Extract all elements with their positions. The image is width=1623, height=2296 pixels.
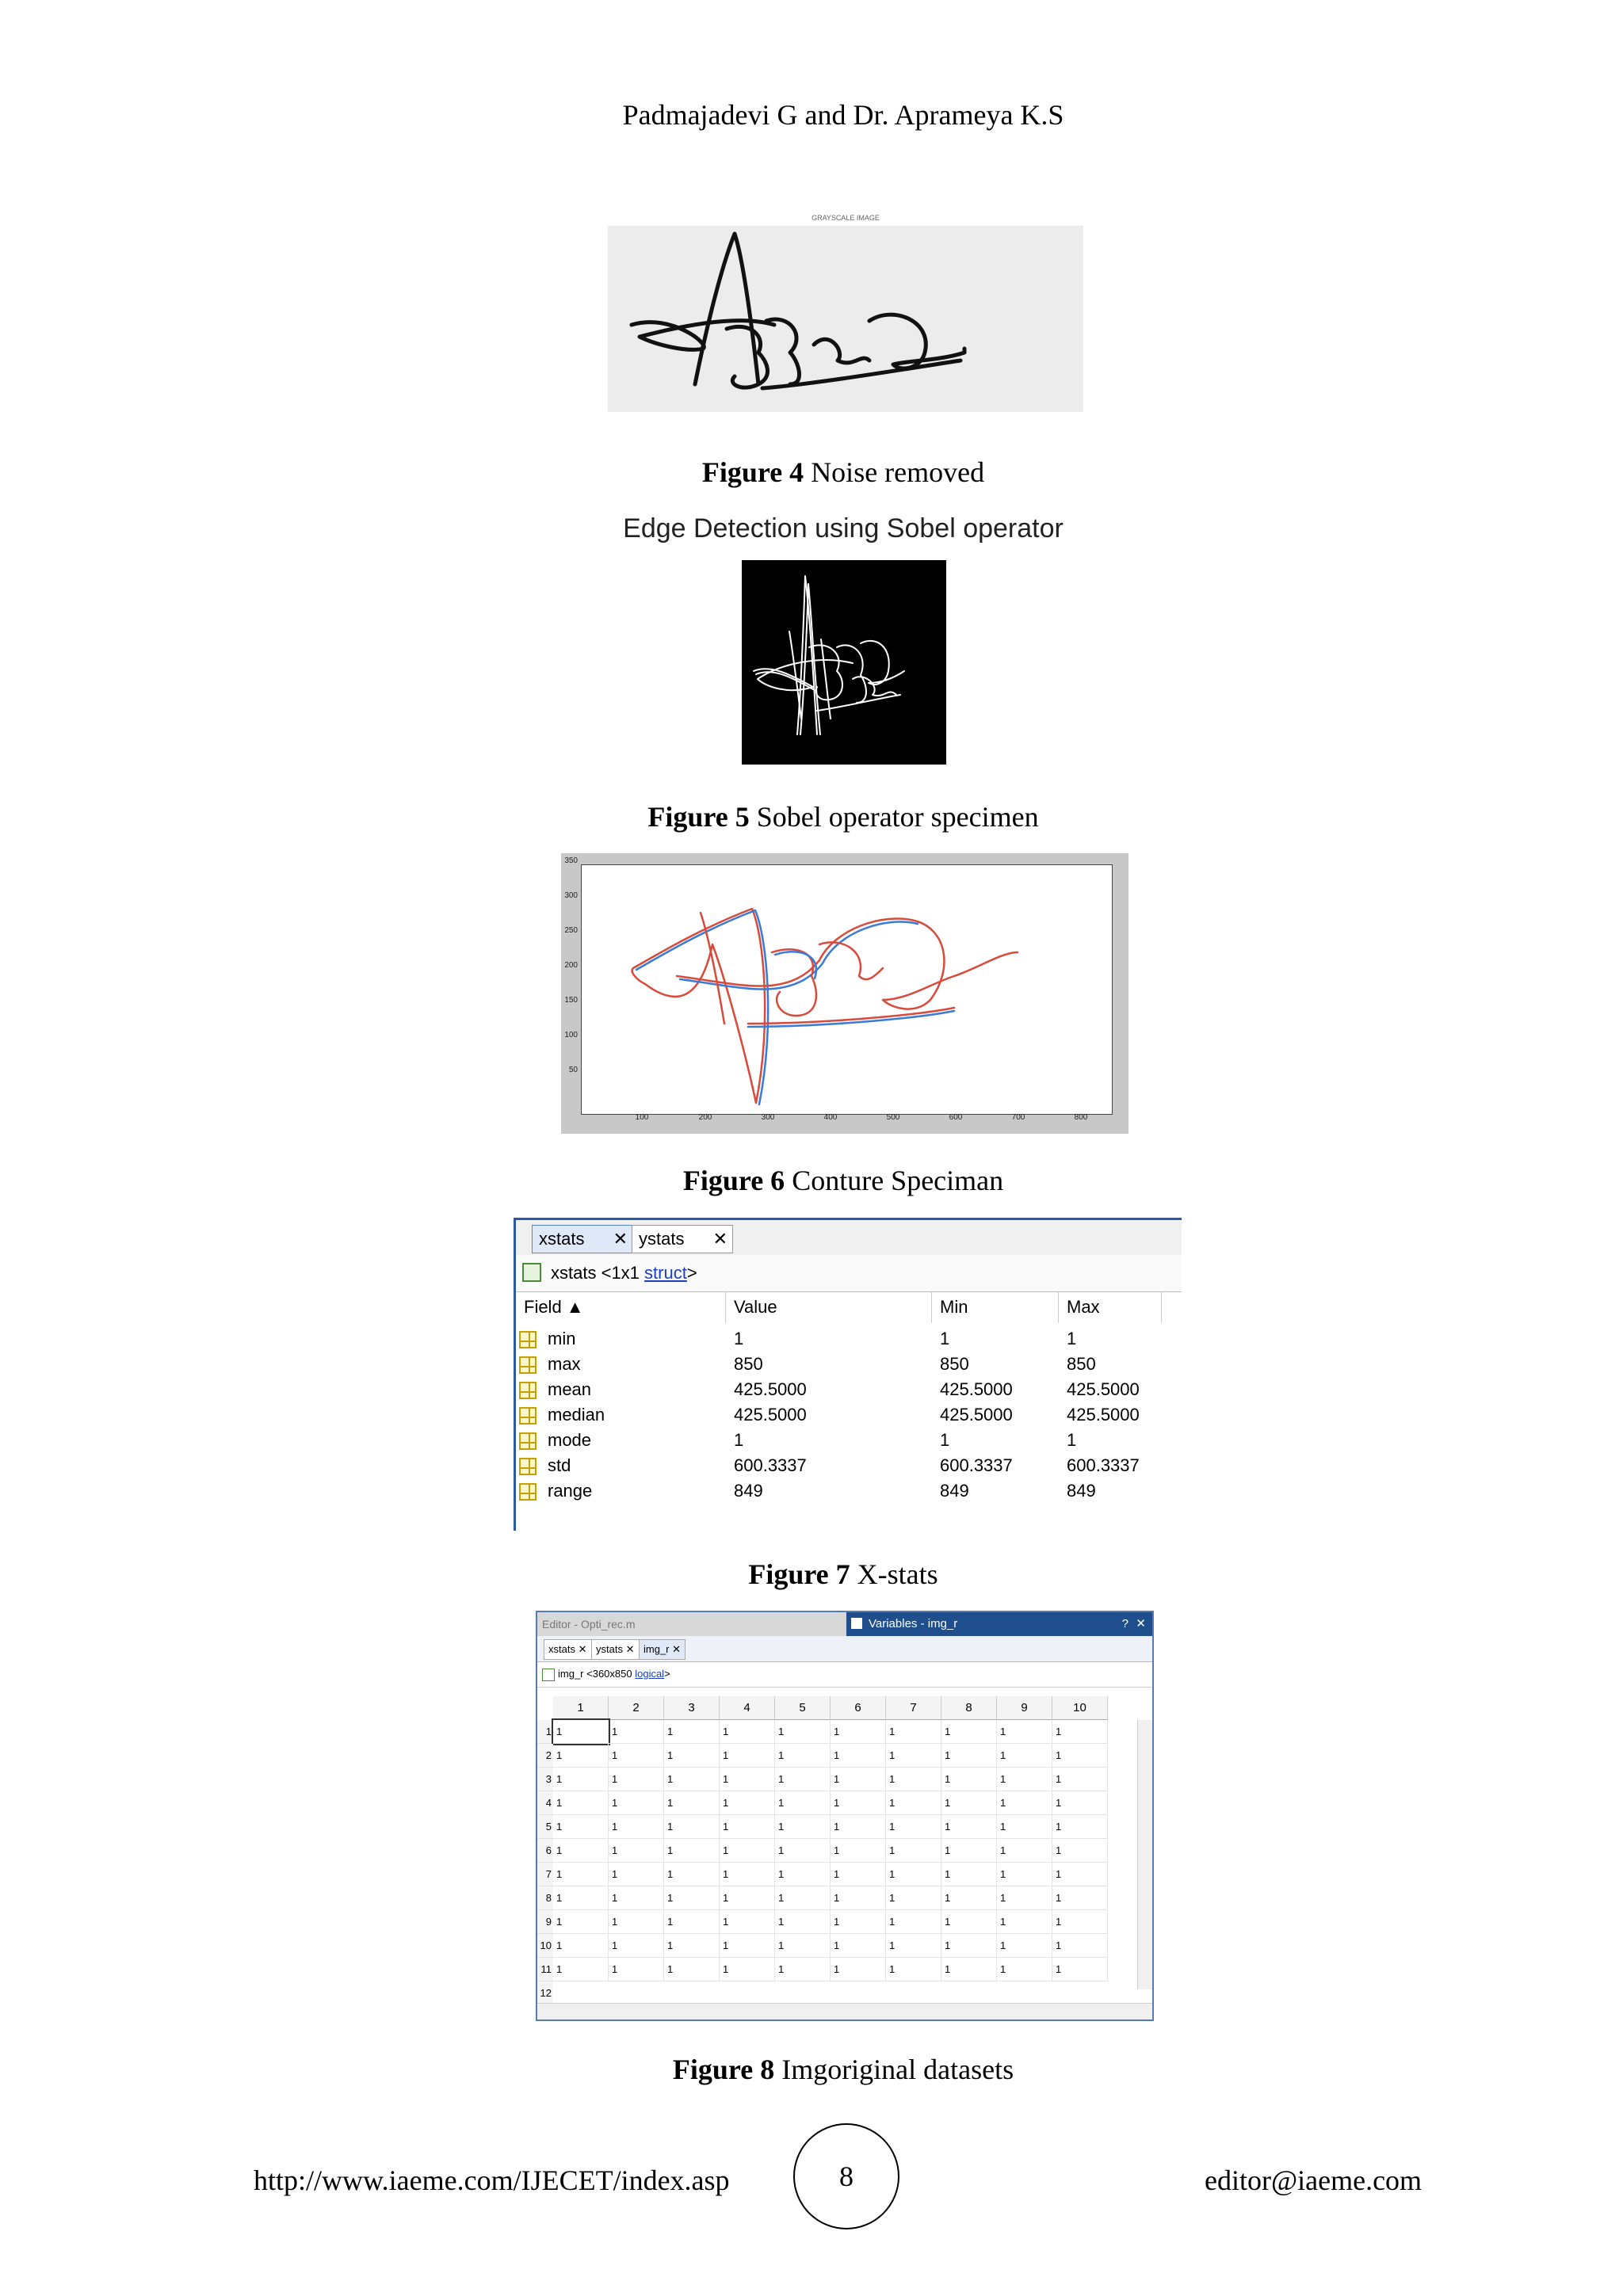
grid-cell[interactable]: 1 [831, 1886, 886, 1910]
field-icon [519, 1356, 537, 1374]
vertical-scrollbar[interactable] [1137, 1720, 1152, 1989]
grid-cell[interactable]: 1 [775, 1910, 831, 1934]
grid-cell[interactable]: 1 [664, 1768, 720, 1791]
grid-cell[interactable]: 1 [886, 1744, 941, 1768]
grid-column-header[interactable]: 10 [1052, 1696, 1108, 1720]
table-row[interactable] [516, 1402, 1182, 1428]
grid-row-header[interactable]: 6 [537, 1839, 553, 1863]
variable-info [551, 1260, 697, 1287]
tab-xstats-label: xstats [539, 1229, 585, 1249]
field-min: 850 [940, 1354, 969, 1374]
field-max: 600.3337 [1067, 1455, 1140, 1475]
grid-cell[interactable]: 1 [664, 1934, 720, 1958]
field-icon [519, 1432, 537, 1450]
grid-cell[interactable]: 1 [1052, 1791, 1108, 1815]
grid-cell[interactable]: 1 [553, 1886, 609, 1910]
variable-tab-bar [537, 1636, 1152, 1662]
editor-tab[interactable]: Editor - Opti_rec.m [542, 1618, 636, 1630]
grid-cell[interactable]: 1 [1052, 1815, 1108, 1839]
x-tick-200: 200 [698, 1113, 712, 1122]
grid-cell[interactable]: 1 [1052, 1886, 1108, 1910]
grid-cell[interactable]: 1 [1052, 1863, 1108, 1886]
y-tick-100: 100 [564, 1031, 578, 1039]
grid-cell[interactable]: 1 [553, 1720, 609, 1744]
x-tick-600: 600 [949, 1113, 963, 1122]
grid-cell[interactable]: 1 [609, 1839, 664, 1863]
grid-row-header[interactable]: 5 [537, 1815, 553, 1839]
grid-column-header[interactable]: 3 [664, 1696, 720, 1720]
grid-cell[interactable]: 1 [941, 1815, 997, 1839]
help-icon[interactable]: ? [1121, 1617, 1128, 1630]
table-row[interactable] [516, 1326, 1182, 1352]
x-tick-500: 500 [886, 1113, 900, 1122]
field-name: mean [548, 1379, 592, 1399]
field-min: 425.5000 [940, 1379, 1013, 1399]
column-header-min[interactable]: Min [932, 1291, 1059, 1323]
grid-cell[interactable]: 1 [775, 1791, 831, 1815]
close-icon[interactable]: ✕ [1136, 1617, 1146, 1630]
grid-column-header[interactable]: 8 [941, 1696, 997, 1720]
tab-ystats[interactable] [632, 1225, 733, 1253]
grid-cell[interactable]: 1 [886, 1839, 941, 1863]
grid-cell[interactable]: 1 [553, 1839, 609, 1863]
x-tick-700: 700 [1011, 1113, 1025, 1122]
grid-cell[interactable]: 1 [997, 1720, 1052, 1744]
grid-column-header[interactable]: 7 [886, 1696, 941, 1720]
grid-cell[interactable]: 1 [1052, 1744, 1108, 1768]
close-icon[interactable]: ✕ [712, 1229, 727, 1249]
grid-cell[interactable]: 1 [886, 1720, 941, 1744]
x-tick-300: 300 [761, 1113, 775, 1122]
grid-cell[interactable]: 1 [664, 1744, 720, 1768]
grid-row-header[interactable]: 12 [537, 1981, 553, 2005]
grid-cell[interactable]: 1 [609, 1863, 664, 1886]
grid-cell[interactable]: 1 [1052, 1768, 1108, 1791]
grid-cell[interactable]: 1 [720, 1863, 775, 1886]
grid-cell[interactable]: 1 [664, 1886, 720, 1910]
field-icon [519, 1407, 537, 1425]
logical-link[interactable]: logical [635, 1668, 665, 1680]
tab-ystats-label: ystats [639, 1229, 685, 1249]
figure4-image-title: GRAYSCALE IMAGE [812, 214, 880, 222]
table-row[interactable] [516, 1428, 1182, 1453]
grid-cell[interactable]: 1 [609, 1910, 664, 1934]
grid-cell[interactable]: 1 [775, 1886, 831, 1910]
grid-row-header[interactable]: 1 [537, 1720, 553, 1744]
figure6-label: Figure 6 [682, 1165, 785, 1196]
grid-cell[interactable]: 1 [664, 1839, 720, 1863]
grid-row-header[interactable]: 3 [537, 1768, 553, 1791]
grid-cell[interactable]: 1 [609, 1958, 664, 1981]
y-tick-350: 350 [564, 856, 578, 865]
field-value: 850 [734, 1354, 763, 1374]
table-row[interactable] [516, 1478, 1182, 1504]
grid-cell[interactable]: 1 [664, 1910, 720, 1934]
field-min: 425.5000 [940, 1405, 1013, 1425]
table-row[interactable] [516, 1352, 1182, 1377]
grid-cell[interactable]: 1 [775, 1768, 831, 1791]
contour-plot-area [581, 864, 1113, 1115]
grid-cell[interactable]: 1 [886, 1886, 941, 1910]
grid-cell[interactable]: 1 [609, 1815, 664, 1839]
grid-cell[interactable]: 1 [664, 1720, 720, 1744]
grid-cell[interactable]: 1 [553, 1934, 609, 1958]
grid-cell[interactable]: 1 [775, 1839, 831, 1863]
grid-cell[interactable]: 1 [553, 1768, 609, 1791]
grid-cell[interactable]: 1 [553, 1910, 609, 1934]
field-value: 1 [734, 1430, 744, 1450]
variable-info-bar [516, 1255, 1182, 1292]
figure8-caption-text: Imgoriginal datasets [781, 2054, 1014, 2085]
tab-xstats-label: xstats [548, 1643, 575, 1655]
field-max: 1 [1067, 1430, 1077, 1450]
table-row[interactable] [516, 1377, 1182, 1402]
grid-cell[interactable]: 1 [720, 1910, 775, 1934]
grid-cell[interactable]: 1 [664, 1815, 720, 1839]
tab-xstats[interactable] [544, 1639, 592, 1660]
grid-cell[interactable]: 1 [775, 1720, 831, 1744]
field-name: range [548, 1481, 593, 1501]
grid-cell[interactable]: 1 [831, 1958, 886, 1981]
grid-cell[interactable]: 1 [720, 1791, 775, 1815]
grid-cell[interactable]: 1 [831, 1720, 886, 1744]
grid-row-header[interactable]: 10 [537, 1934, 553, 1958]
grid-cell[interactable]: 1 [664, 1791, 720, 1815]
variable-tab-bar [516, 1220, 1182, 1256]
field-value: 1 [734, 1329, 744, 1348]
running-header: Padmajadevi G and Dr. Aprameya K.S [622, 99, 1064, 131]
struct-link[interactable]: struct [644, 1263, 687, 1283]
grid-cell[interactable]: 1 [997, 1768, 1052, 1791]
figure8-label: Figure 8 [672, 2054, 775, 2085]
close-icon[interactable]: ✕ [613, 1229, 628, 1249]
grid-cell[interactable]: 1 [941, 1886, 997, 1910]
grid-cell[interactable]: 1 [941, 1863, 997, 1886]
grid-cell[interactable]: 1 [553, 1791, 609, 1815]
variable-info-bar [537, 1661, 1152, 1688]
figure6-caption [0, 1164, 1623, 1197]
grid-cell[interactable]: 1 [997, 1958, 1052, 1981]
grid-cell[interactable]: 1 [775, 1958, 831, 1981]
close-icon[interactable]: ✕ [578, 1643, 587, 1655]
tab-img-r[interactable] [639, 1639, 685, 1660]
variables-title-bar [846, 1612, 1152, 1636]
field-max: 425.5000 [1067, 1379, 1140, 1399]
figure5-image-title: Edge Detection using Sobel operator [623, 513, 1064, 543]
grid-cell[interactable]: 1 [886, 1791, 941, 1815]
grid-column-header[interactable]: 5 [775, 1696, 831, 1720]
grid-cell[interactable]: 1 [941, 1839, 997, 1863]
tab-ystats[interactable] [591, 1639, 640, 1660]
figure6-contour-plot [561, 853, 1128, 1134]
grid-cell[interactable]: 1 [609, 1934, 664, 1958]
contour-curves [582, 865, 1112, 1114]
grid-column-header[interactable]: 6 [831, 1696, 886, 1720]
grid-cell[interactable]: 1 [941, 1791, 997, 1815]
variables-icon [851, 1618, 862, 1629]
field-icon [519, 1382, 537, 1399]
grid-cell[interactable]: 1 [1052, 1934, 1108, 1958]
figure5-label: Figure 5 [647, 801, 750, 833]
grid-cell[interactable]: 1 [720, 1886, 775, 1910]
figure4-signature-image [608, 226, 1083, 412]
grid-column-header[interactable]: 1 [553, 1696, 609, 1720]
grid-cell[interactable]: 1 [831, 1815, 886, 1839]
grid-cell[interactable]: 1 [997, 1839, 1052, 1863]
grid-cell[interactable]: 1 [720, 1744, 775, 1768]
tab-ystats-label: ystats [596, 1643, 623, 1655]
figure4-caption [0, 456, 1623, 489]
grid-cell[interactable]: 1 [664, 1863, 720, 1886]
column-header-field[interactable]: Field ▲ [516, 1291, 726, 1323]
grid-cell[interactable]: 1 [831, 1791, 886, 1815]
x-tick-400: 400 [823, 1113, 838, 1122]
grid-cell[interactable]: 1 [775, 1744, 831, 1768]
grid-cell[interactable]: 1 [831, 1910, 886, 1934]
close-icon[interactable]: ✕ [672, 1643, 682, 1655]
field-icon [519, 1458, 537, 1475]
figure6-caption-text: Conture Speciman [792, 1165, 1004, 1196]
variable-type-suffix: > [686, 1263, 697, 1283]
y-tick-300: 300 [564, 891, 578, 900]
field-name: max [548, 1354, 581, 1374]
grid-cell[interactable]: 1 [609, 1768, 664, 1791]
grid-cell[interactable]: 1 [553, 1744, 609, 1768]
field-value: 425.5000 [734, 1379, 807, 1399]
variable-info-prefix: img_r <360x850 [558, 1668, 632, 1680]
field-icon [519, 1331, 537, 1348]
tab-img-r-label: img_r [643, 1643, 670, 1655]
grid-cell[interactable]: 1 [664, 1958, 720, 1981]
grid-cell[interactable]: 1 [775, 1934, 831, 1958]
grid-cell[interactable]: 1 [886, 1910, 941, 1934]
grid-cell[interactable]: 1 [997, 1886, 1052, 1910]
field-min: 849 [940, 1481, 969, 1501]
grid-cell[interactable]: 1 [553, 1863, 609, 1886]
grid-row-header[interactable]: 8 [537, 1886, 553, 1910]
grid-cell[interactable]: 1 [941, 1768, 997, 1791]
signature-grayscale-image [608, 226, 1083, 412]
tab-xstats[interactable] [532, 1225, 633, 1253]
grid-column-header[interactable]: 9 [997, 1696, 1052, 1720]
figure7-variable-editor [514, 1218, 1182, 1531]
grid-cell[interactable]: 1 [941, 1720, 997, 1744]
field-max: 849 [1067, 1481, 1096, 1501]
y-tick-250: 250 [564, 926, 578, 935]
field-icon [519, 1483, 537, 1501]
variable-type-prefix: <1x1 [601, 1263, 640, 1283]
grid-cell[interactable]: 1 [553, 1815, 609, 1839]
x-tick-100: 100 [635, 1113, 649, 1122]
grid-cell[interactable]: 1 [609, 1744, 664, 1768]
grid-cell[interactable]: 1 [997, 1934, 1052, 1958]
grid-cell[interactable]: 1 [831, 1768, 886, 1791]
grid-cell[interactable]: 1 [775, 1863, 831, 1886]
grid-cell[interactable]: 1 [1052, 1958, 1108, 1981]
grid-cell[interactable]: 1 [609, 1886, 664, 1910]
grid-column-header[interactable]: 2 [609, 1696, 664, 1720]
column-header-value[interactable]: Value [726, 1291, 932, 1323]
grid-cell[interactable]: 1 [720, 1720, 775, 1744]
grid-row-header[interactable]: 2 [537, 1744, 553, 1768]
field-value: 600.3337 [734, 1455, 807, 1475]
struct-icon [522, 1263, 541, 1282]
grid-row-header[interactable]: 4 [537, 1791, 553, 1815]
grid-cell[interactable]: 1 [941, 1910, 997, 1934]
grid-cell[interactable]: 1 [886, 1768, 941, 1791]
page-number: 8 [793, 2123, 899, 2229]
field-min: 600.3337 [940, 1455, 1013, 1475]
field-value: 425.5000 [734, 1405, 807, 1425]
grid-cell[interactable]: 1 [941, 1744, 997, 1768]
grid-cell[interactable]: 1 [997, 1910, 1052, 1934]
close-icon[interactable]: ✕ [625, 1643, 635, 1655]
field-max: 850 [1067, 1354, 1096, 1374]
grid-cell[interactable]: 1 [609, 1791, 664, 1815]
grid-row-header[interactable]: 11 [537, 1958, 553, 1981]
figure4-caption-text: Noise removed [811, 456, 985, 488]
table-row[interactable] [516, 1453, 1182, 1478]
grid-cell[interactable]: 1 [831, 1934, 886, 1958]
figure7-caption [0, 1558, 1623, 1591]
field-name: std [548, 1455, 571, 1475]
grid-column-header[interactable]: 4 [720, 1696, 775, 1720]
grid-cell[interactable]: 1 [720, 1934, 775, 1958]
field-name: min [548, 1329, 576, 1348]
grid-cell[interactable]: 1 [997, 1863, 1052, 1886]
field-name: median [548, 1405, 605, 1425]
footer-email[interactable]: editor@iaeme.com [1205, 2164, 1423, 2196]
figure5-caption-text: Sobel operator specimen [756, 801, 1039, 833]
figure8-variables-window [536, 1611, 1154, 2021]
grid-row-header[interactable]: 9 [537, 1910, 553, 1934]
variables-title: Variables - img_r [869, 1617, 958, 1630]
grid-cell[interactable]: 1 [775, 1815, 831, 1839]
grid-cell[interactable]: 1 [886, 1863, 941, 1886]
figure7-label: Figure 7 [748, 1558, 850, 1590]
field-name: mode [548, 1430, 592, 1450]
grid-cell[interactable]: 1 [997, 1791, 1052, 1815]
grid-cell[interactable]: 1 [886, 1815, 941, 1839]
figure5-sobel-image [742, 560, 946, 765]
figure8-caption [0, 2053, 1623, 2086]
figure7-caption-text: X-stats [857, 1558, 938, 1590]
grid-cell[interactable]: 1 [1052, 1839, 1108, 1863]
figure5-caption [0, 800, 1623, 833]
field-min: 1 [940, 1329, 950, 1348]
field-max: 1 [1067, 1329, 1077, 1348]
grid-cell[interactable]: 1 [831, 1839, 886, 1863]
column-header-max[interactable]: Max [1059, 1291, 1162, 1323]
grid-cell[interactable]: 1 [941, 1958, 997, 1981]
grid-cell[interactable]: 1 [609, 1720, 664, 1744]
grid-cell[interactable]: 1 [886, 1934, 941, 1958]
field-max: 425.5000 [1067, 1405, 1140, 1425]
grid-cell[interactable]: 1 [720, 1839, 775, 1863]
x-tick-800: 800 [1074, 1113, 1088, 1122]
grid-cell[interactable]: 1 [1052, 1910, 1108, 1934]
sobel-edge-image [742, 560, 946, 765]
grid-cell[interactable]: 1 [886, 1958, 941, 1981]
grid-cell[interactable]: 1 [831, 1863, 886, 1886]
variable-info-suffix: > [664, 1668, 670, 1680]
grid-row-header[interactable]: 7 [537, 1863, 553, 1886]
y-tick-150: 150 [564, 996, 578, 1005]
grid-cell[interactable]: 1 [997, 1744, 1052, 1768]
y-tick-50: 50 [568, 1066, 578, 1074]
horizontal-scrollbar[interactable] [537, 2003, 1152, 2019]
field-min: 1 [940, 1430, 950, 1450]
grid-cell[interactable]: 1 [1052, 1720, 1108, 1744]
y-tick-200: 200 [564, 961, 578, 970]
grid-cell[interactable]: 1 [553, 1958, 609, 1981]
grid-cell[interactable]: 1 [720, 1958, 775, 1981]
figure4-label: Figure 4 [701, 456, 804, 488]
variable-name: xstats [551, 1263, 597, 1283]
field-value: 849 [734, 1481, 763, 1501]
footer-url[interactable]: http://www.iaeme.com/IJECET/index.asp [254, 2164, 730, 2196]
grid-cell[interactable]: 1 [831, 1744, 886, 1768]
grid-cell[interactable]: 1 [720, 1815, 775, 1839]
grid-cell[interactable]: 1 [997, 1815, 1052, 1839]
logical-icon [542, 1669, 555, 1681]
grid-cell[interactable]: 1 [720, 1768, 775, 1791]
data-grid [537, 1696, 1152, 2002]
grid-cell[interactable]: 1 [941, 1934, 997, 1958]
